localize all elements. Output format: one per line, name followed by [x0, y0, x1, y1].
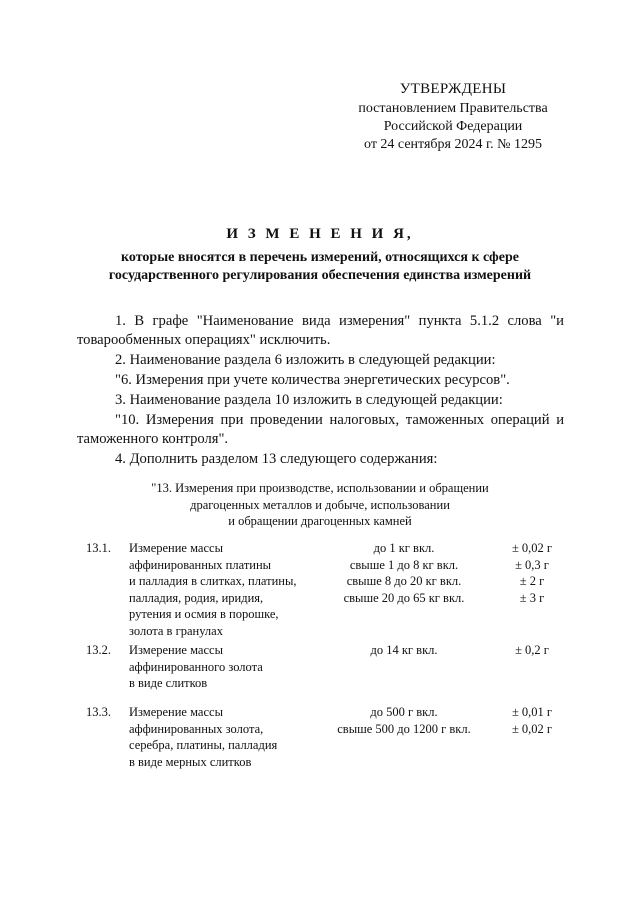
name-line: Измерение массы	[129, 643, 223, 657]
range-line: свыше 20 до 65 кг вкл.	[343, 590, 465, 605]
approval-line-1: постановлением Правительства	[358, 101, 548, 116]
name-line: Измерение массы	[129, 705, 223, 719]
approval-block	[340, 80, 566, 154]
measurement-error	[492, 540, 572, 606]
error-line: ± 2 г	[519, 574, 545, 588]
section-13-title	[130, 480, 510, 530]
measurement-name	[129, 704, 319, 770]
name-line: серебра, платины, палладия	[129, 738, 278, 752]
document-subtitle	[60, 249, 580, 285]
range-line: до 14 кг вкл.	[370, 643, 438, 657]
section-13-title-line-2: драгоценных металлов и добыче, использовании	[190, 497, 450, 512]
paragraph-1: 1. В графе "Наименование вида измерения" пункта 5.1.2 слова "и товарообменных операциях" исключить.	[77, 313, 564, 348]
measurement-name	[129, 540, 319, 639]
range-line: свыше 8 до 20 кг вкл.	[346, 574, 462, 588]
error-line: ± 0,02 г	[511, 721, 553, 736]
row-number: 13.2.	[86, 643, 111, 657]
name-line: аффинированного золота	[129, 659, 263, 674]
row-number: 13.1.	[86, 541, 111, 555]
subtitle-line-1: которые вносятся в перечень измерений, относящихся к сфере	[121, 250, 519, 265]
name-line: рутения и осмия в порошке,	[129, 607, 279, 621]
measurement-range	[320, 704, 488, 737]
error-line: ± 0,3 г	[515, 557, 549, 572]
range-line: до 1 кг вкл.	[373, 541, 435, 555]
paragraph-2: 2. Наименование раздела 6 изложить в следующей редакции:	[115, 352, 496, 368]
measurement-name	[129, 642, 319, 692]
document-title: И З М Е Н Е Н И Я,	[226, 226, 414, 242]
measurement-range	[320, 642, 488, 659]
name-line: палладия, родия, иридия,	[129, 590, 264, 605]
range-line: свыше 500 до 1200 г вкл.	[337, 721, 471, 736]
measurement-error	[492, 642, 572, 659]
paragraph-4: 3. Наименование раздела 10 изложить в следующей редакции:	[115, 392, 503, 408]
error-line: ± 0,01 г	[511, 705, 553, 719]
measurement-range	[320, 540, 488, 606]
range-line: до 500 г вкл.	[370, 705, 438, 719]
name-line: в виде мерных слитков	[129, 754, 252, 769]
paragraph-3: "6. Измерения при учете количества энергетических ресурсов".	[115, 372, 510, 388]
approval-line-2: Российской Федерации	[383, 119, 523, 134]
section-13-title-line-1: "13. Измерения при производстве, использовании и обращении	[151, 481, 489, 495]
approval-heading: УТВЕРЖДЕНЫ	[399, 81, 507, 97]
section-13-title-line-3: и обращении драгоценных камней	[228, 514, 412, 528]
approval-line-3: от 24 сентября 2024 г. № 1295	[364, 137, 542, 152]
row-number: 13.3.	[86, 705, 111, 719]
name-line: и палладия в слитках, платины,	[129, 574, 297, 588]
range-line: свыше 1 до 8 кг вкл.	[349, 557, 459, 572]
measurement-error	[492, 704, 572, 737]
paragraph-6: 4. Дополнить разделом 13 следующего содержания:	[115, 451, 438, 467]
name-line: Измерение массы	[129, 541, 223, 555]
error-line: ± 0,2 г	[515, 643, 549, 657]
name-line: аффинированных золота,	[129, 721, 264, 736]
name-line: аффинированных платины	[129, 557, 272, 572]
name-line: золота в гранулах	[129, 623, 223, 638]
error-line: ± 0,02 г	[511, 541, 553, 555]
subtitle-line-2: государственного регулирования обеспечения единства измерений	[108, 268, 532, 283]
document-body	[77, 312, 564, 469]
error-line: ± 3 г	[519, 590, 545, 605]
paragraph-5: "10. Измерения при проведении налоговых, таможенных операций и таможенного контроля".	[77, 412, 564, 447]
name-line: в виде слитков	[129, 676, 208, 690]
